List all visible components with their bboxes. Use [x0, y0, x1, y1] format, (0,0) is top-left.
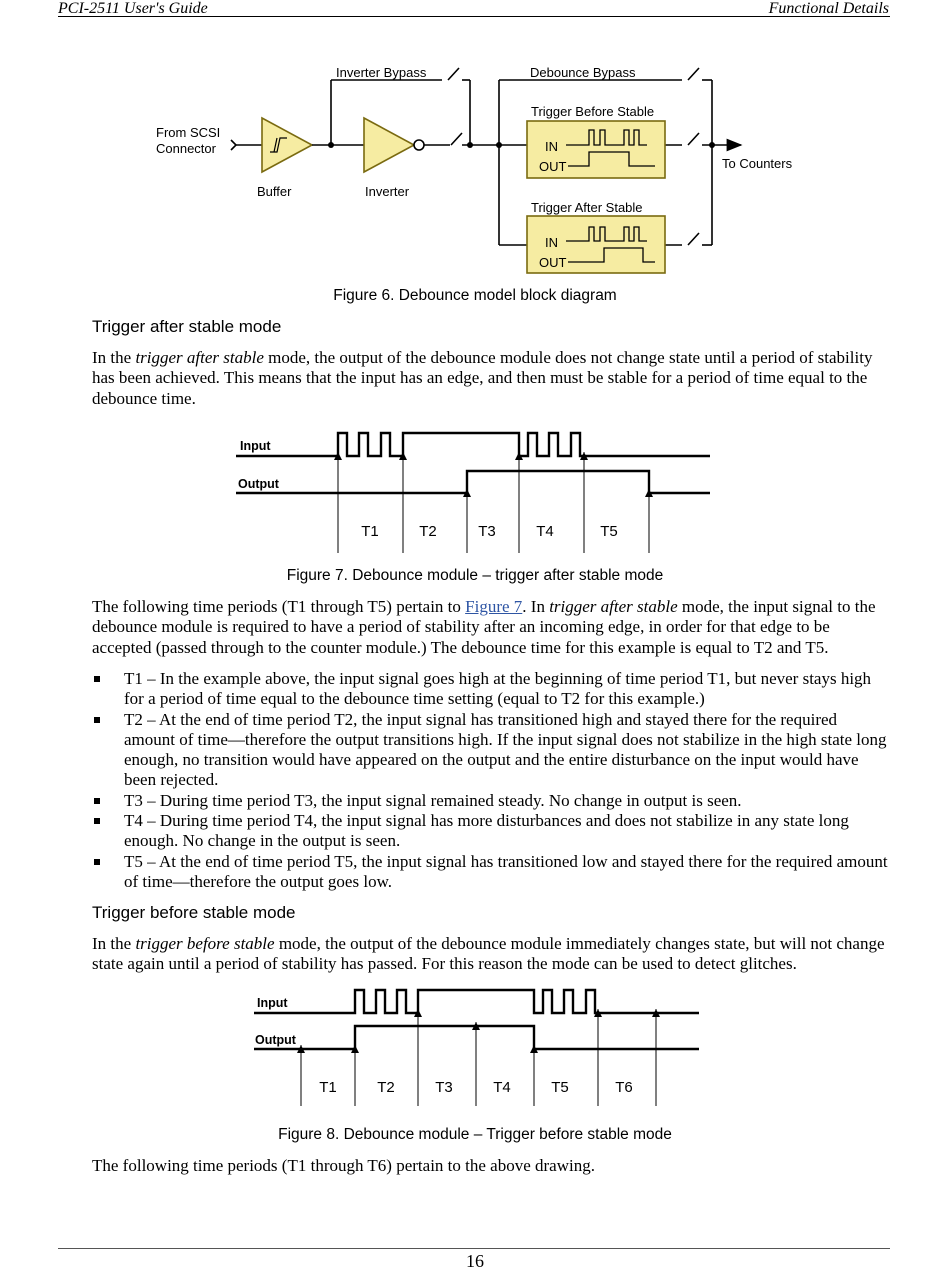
period-bullet-list [92, 669, 892, 892]
bullet-square-icon [94, 798, 100, 804]
period-label: T3 [435, 1079, 453, 1096]
heading-trigger-after-stable: Trigger after stable mode [92, 317, 282, 336]
label-from-scsi-2: Connector [156, 141, 216, 156]
bullet-square-icon [94, 818, 100, 824]
list-item: T4 – During time period T4, the input signal has more disturbances and does not stabilize in any state long enough. No change in the output is seen. [92, 811, 892, 852]
bullet-square-icon [94, 859, 100, 865]
heading-trigger-before-stable: Trigger before stable mode [92, 903, 296, 922]
figure-6-block-diagram [140, 55, 820, 285]
header-rule [58, 16, 890, 17]
paragraph-trigger-before-stable: In the trigger before stable mode, the output of the debounce module immediately changes state, but will not change state again until a period of stability has passed. For this reason the mode can be used to detect glitches. [92, 934, 885, 974]
footer-rule [58, 1248, 890, 1249]
input-label: Input [257, 996, 288, 1010]
paragraph-final: The following time periods (T1 through T6) pertain to the above drawing. [92, 1156, 595, 1175]
figure-8-timing-diagram [245, 980, 715, 1115]
period-label: T3 [478, 523, 496, 540]
list-item: T2 – At the end of time period T2, the input signal has transitioned high and stayed there for the required amount of time—therefore the output transitions high. If the input signal does not stabilize in the high state long enough, no transition would have appeared on the output and the entire disturbance on the input would have been rejected. [92, 710, 892, 791]
label-inverter: Inverter [365, 184, 410, 199]
list-item: T3 – During time period T3, the input signal remained steady. No change in output is seen. [92, 791, 892, 811]
period-label: T1 [361, 523, 379, 540]
period-label: T4 [536, 523, 554, 540]
list-item: T5 – At the end of time period T5, the input signal has transitioned low and stayed there for the required amount of time—therefore the output goes low. [92, 852, 892, 893]
bullet-square-icon [94, 676, 100, 682]
output-label: Output [238, 477, 279, 491]
label-inverter-bypass: Inverter Bypass [336, 65, 427, 80]
period-label: T2 [419, 523, 437, 540]
period-label: T2 [377, 1079, 395, 1096]
figure-7-timing-diagram [230, 420, 720, 560]
page-number: 16 [466, 1251, 484, 1271]
period-label: T5 [551, 1079, 569, 1096]
header-doc-title: PCI-2511 User's Guide [58, 0, 208, 17]
period-label: T6 [615, 1079, 633, 1096]
header-section-title: Functional Details [768, 0, 889, 17]
label-out-2: OUT [539, 255, 567, 270]
bullet-square-icon [94, 717, 100, 723]
input-label: Input [240, 439, 271, 453]
period-label: T5 [600, 523, 618, 540]
figure-6-caption: Figure 6. Debounce model block diagram [333, 287, 617, 304]
paragraph-trigger-after-stable: In the trigger after stable mode, the output of the debounce module does not change state until a period of stability has been achieved. This means that the input has an edge, and then must be stable for a period of time equal to the debounce time. [92, 348, 873, 408]
label-from-scsi-1: From SCSI [156, 125, 221, 140]
label-to-counters: To Counters [722, 156, 793, 171]
figure-7-caption: Figure 7. Debounce module – trigger after stable mode [286, 567, 664, 584]
label-debounce-bypass: Debounce Bypass [530, 65, 636, 80]
label-buffer: Buffer [257, 184, 292, 199]
label-out-1: OUT [539, 159, 567, 174]
output-label: Output [255, 1033, 296, 1047]
list-item: T1 – In the example above, the input signal goes high at the beginning of time period T1, but never stays high for a period of time equal to the debounce time setting (equal to T2 for this example.) [92, 669, 892, 710]
figure-7-link[interactable]: Figure 7 [465, 597, 523, 616]
label-trigger-before: Trigger Before Stable [531, 104, 655, 119]
figure-8-caption: Figure 8. Debounce module – Trigger before stable mode [278, 1126, 672, 1143]
label-in-1: IN [545, 139, 558, 154]
label-trigger-after: Trigger After Stable [531, 200, 643, 215]
paragraph-time-periods: The following time periods (T1 through T5) pertain to Figure 7. In trigger after stable mode, the input signal to the debounce module is required to have a period of stability after an incoming edge, in order for that edge to be accepted (passed through to the counter module.) The debounce time for this example is equal to T2 and T5. [92, 597, 876, 657]
period-label: T4 [493, 1079, 511, 1096]
period-label: T1 [319, 1079, 337, 1096]
label-in-2: IN [545, 235, 558, 250]
